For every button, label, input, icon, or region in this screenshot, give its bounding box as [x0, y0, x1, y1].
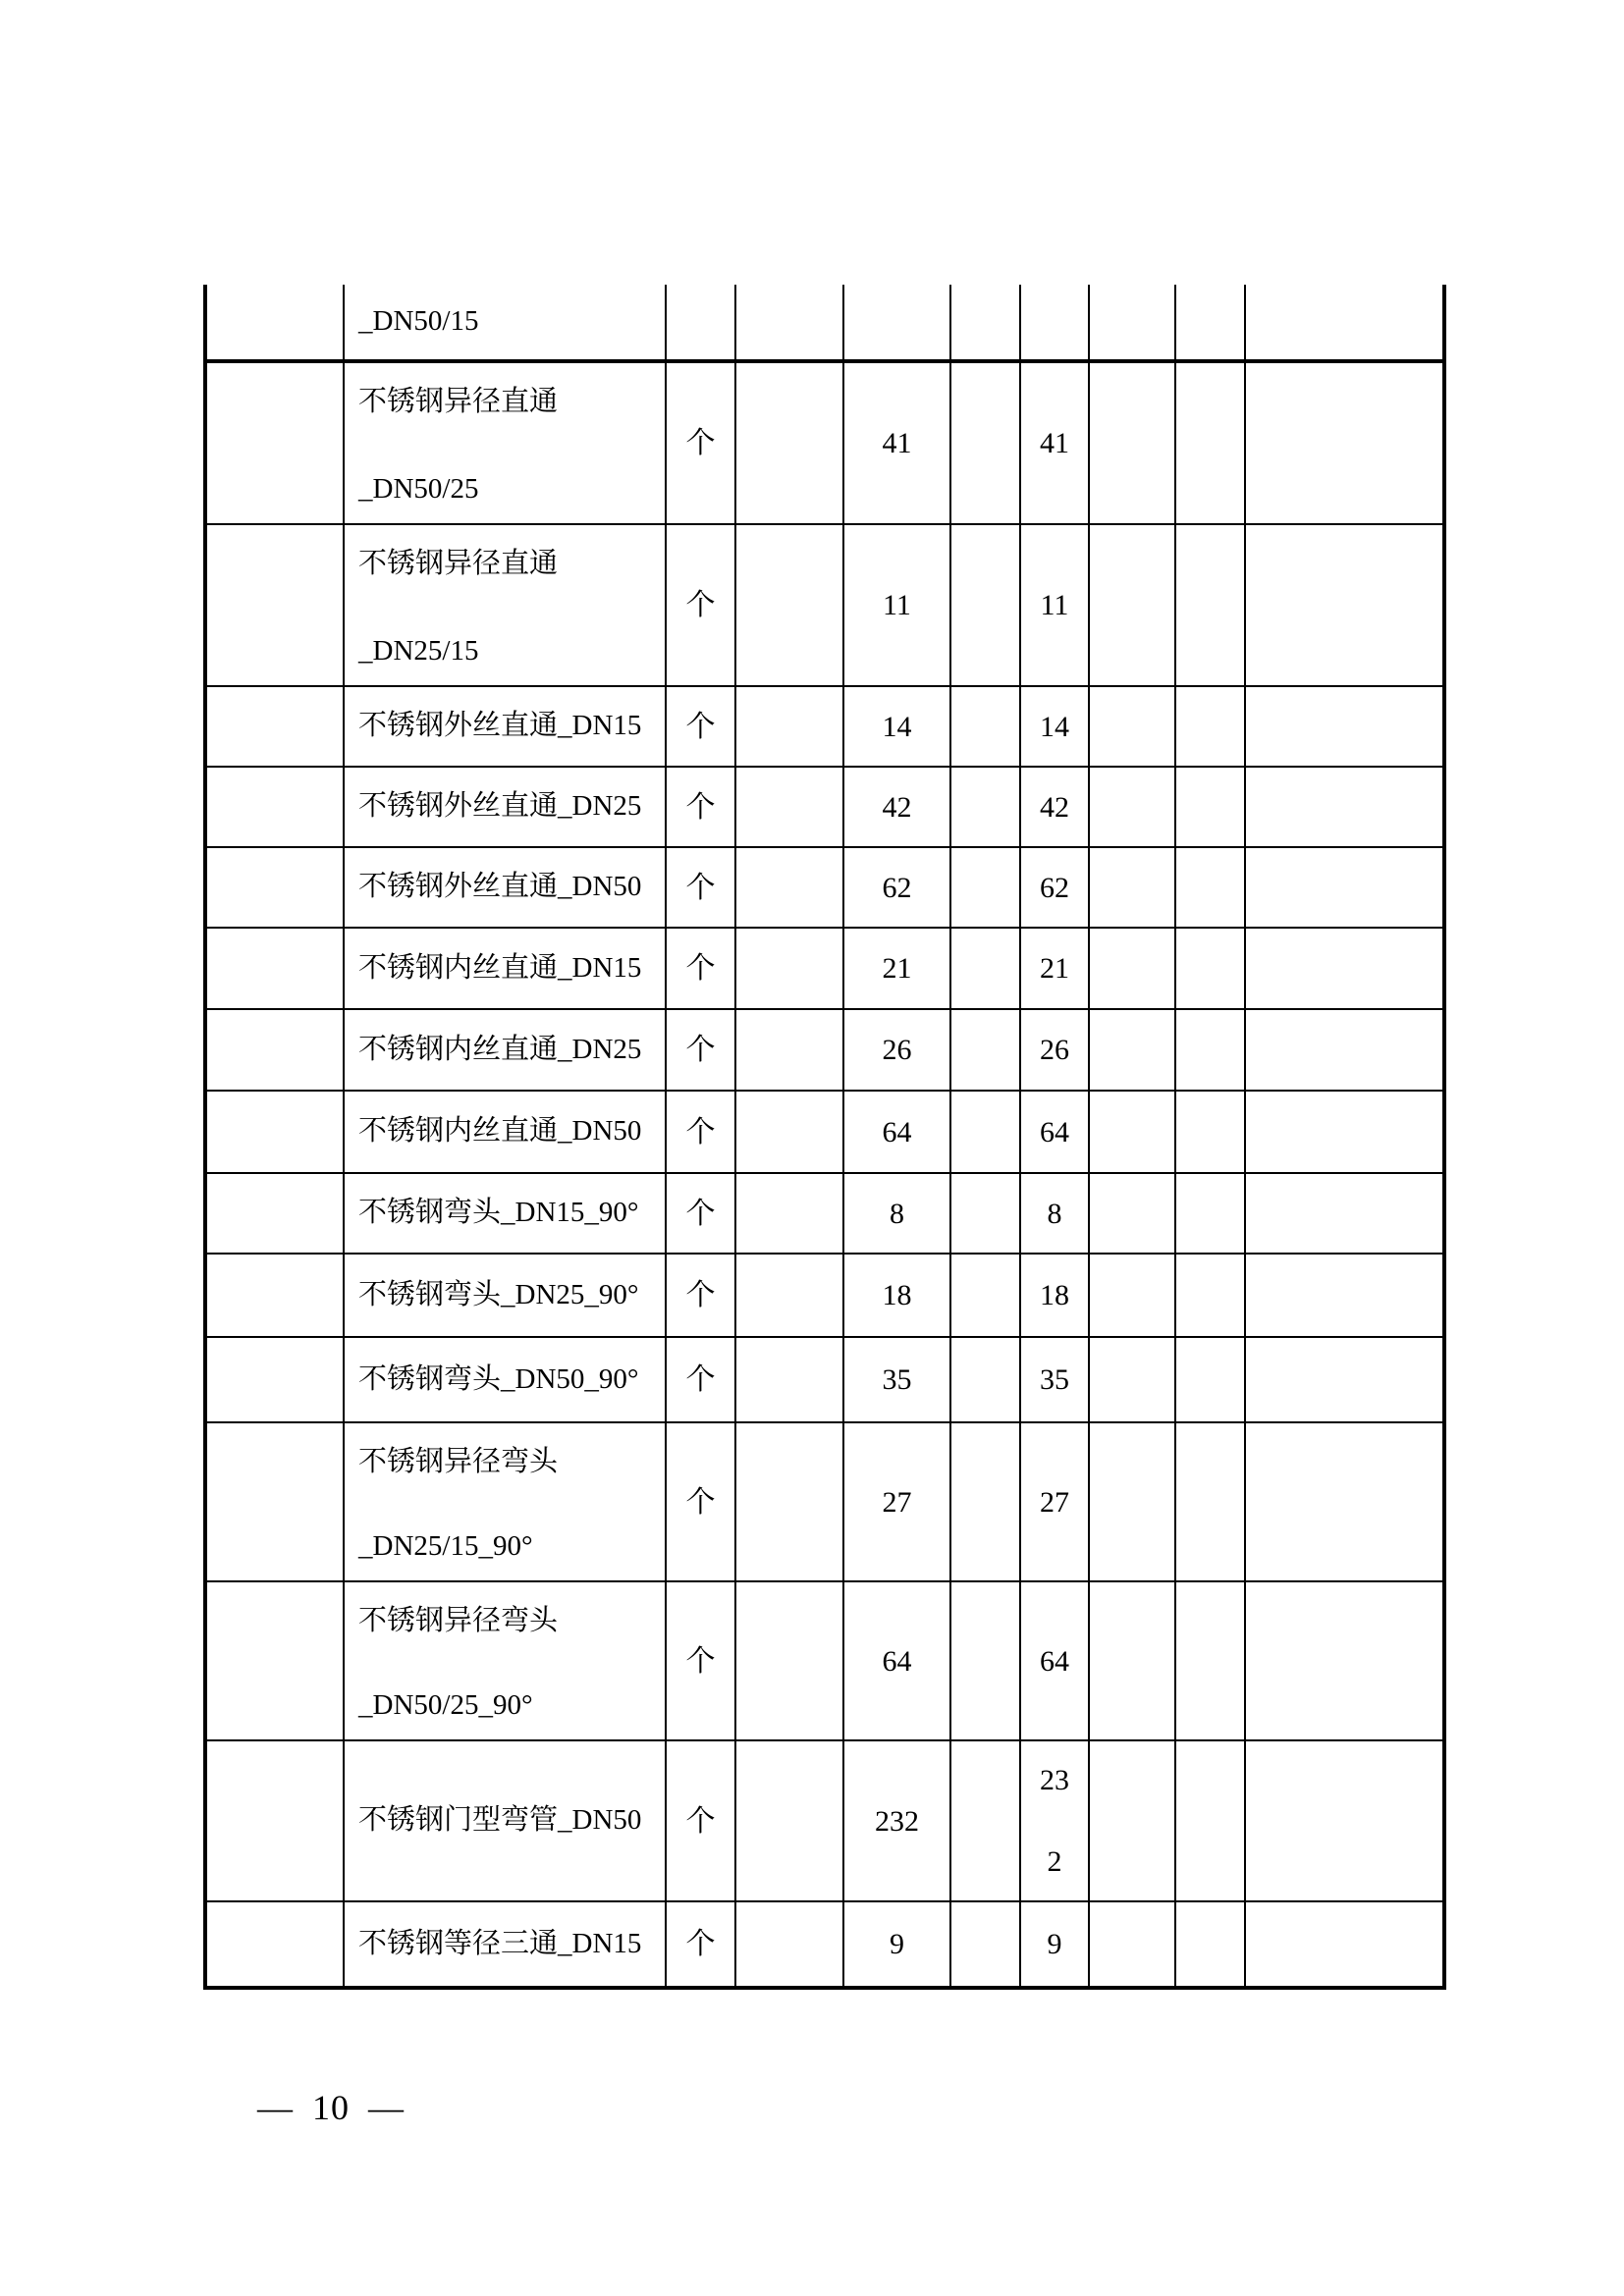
blank-cell-4	[1176, 848, 1246, 927]
quantity-cell-b	[1021, 848, 1090, 927]
unit-text: 个	[685, 1928, 716, 1960]
blank-cell-2	[951, 1010, 1021, 1090]
quantity-cell-b	[1021, 1902, 1090, 1986]
blank-cell-2	[951, 687, 1021, 766]
unit-cell	[667, 848, 736, 927]
item-name-cell	[345, 768, 667, 846]
left-spacer-cell	[207, 1092, 345, 1172]
blank-cell-2	[951, 285, 1021, 359]
quantity-b-text: 27	[1040, 1485, 1069, 1519]
quantity-cell-b	[1021, 1092, 1090, 1172]
quantity-a-text: 41	[882, 427, 912, 459]
quantity-cell-b	[1021, 929, 1090, 1008]
blank-cell-4	[1176, 1174, 1246, 1253]
blank-cell-5	[1246, 768, 1442, 846]
unit-cell	[667, 1741, 736, 1900]
quantity-a-text: 64	[882, 1115, 912, 1148]
blank-cell-3	[1090, 525, 1176, 685]
table-row	[207, 1338, 1442, 1423]
blank-cell-5	[1246, 285, 1442, 359]
quantity-a-text: 62	[882, 871, 912, 904]
item-name-text: _DN25/15_90°	[358, 1530, 533, 1563]
left-spacer-cell	[207, 1582, 345, 1739]
quantity-cell-a	[844, 1255, 951, 1336]
quantity-cell-b	[1021, 1174, 1090, 1253]
item-name-cell	[345, 1092, 667, 1172]
quantity-cell-b	[1021, 687, 1090, 766]
quantity-b-text: 62	[1040, 871, 1069, 904]
table-row	[207, 1582, 1442, 1741]
quantity-a-text: 18	[882, 1279, 912, 1311]
blank-cell-3	[1090, 363, 1176, 523]
quantity-cell-a	[844, 1010, 951, 1090]
table-row	[207, 1902, 1442, 1986]
item-name-text: _DN50/15	[358, 305, 479, 338]
item-name-text: 不锈钢异径直通	[358, 548, 559, 579]
item-name-text: 不锈钢外丝直通_DN25	[358, 790, 642, 823]
item-name-text: 不锈钢弯头_DN50_90°	[358, 1362, 639, 1395]
table-row	[207, 929, 1442, 1010]
item-name-text: 不锈钢外丝直通_DN15	[358, 710, 642, 742]
unit-cell	[667, 1423, 736, 1580]
quantity-cell-b	[1021, 285, 1090, 359]
blank-cell-4	[1176, 1902, 1246, 1986]
blank-cell-4	[1176, 363, 1246, 523]
blank-cell-4	[1176, 525, 1246, 685]
page-number: — 10 —	[257, 2088, 405, 2127]
quantity-b-text: 8	[1047, 1197, 1062, 1230]
quantity-cell-a	[844, 1338, 951, 1421]
blank-cell-1	[736, 929, 844, 1008]
blank-cell-3	[1090, 768, 1176, 846]
unit-cell	[667, 1338, 736, 1421]
quantity-b-text: 26	[1040, 1034, 1069, 1066]
left-spacer-cell	[207, 525, 345, 685]
item-name-cell	[345, 363, 667, 523]
blank-cell-5	[1246, 1902, 1442, 1986]
item-name-cell	[345, 1338, 667, 1421]
item-name-text: 不锈钢门型弯管_DN50	[358, 1804, 642, 1837]
item-name-text: 不锈钢异径弯头	[358, 1605, 559, 1636]
blank-cell-5	[1246, 1255, 1442, 1336]
blank-cell-2	[951, 1741, 1021, 1900]
quantity-a-text: 27	[882, 1485, 912, 1519]
table-row	[207, 1255, 1442, 1338]
table-row	[207, 687, 1442, 768]
quantity-cell-a	[844, 848, 951, 927]
quantity-b-text: 18	[1040, 1279, 1069, 1311]
unit-cell	[667, 285, 736, 359]
unit-text: 个	[685, 1485, 716, 1519]
blank-cell-4	[1176, 1010, 1246, 1090]
quantity-cell-a	[844, 1092, 951, 1172]
left-spacer-cell	[207, 929, 345, 1008]
quantity-b-text: 11	[1040, 589, 1069, 621]
table-row	[207, 1092, 1442, 1174]
blank-cell-1	[736, 1902, 844, 1986]
blank-cell-5	[1246, 1741, 1442, 1900]
table-row	[207, 848, 1442, 929]
unit-cell	[667, 1255, 736, 1336]
blank-cell-4	[1176, 929, 1246, 1008]
quantity-b-text: 42	[1040, 790, 1069, 824]
quantity-cell-a	[844, 525, 951, 685]
table-row	[207, 1741, 1442, 1902]
blank-cell-5	[1246, 687, 1442, 766]
blank-cell-4	[1176, 1423, 1246, 1580]
blank-cell-3	[1090, 1741, 1176, 1900]
blank-cell-1	[736, 1741, 844, 1900]
quantity-cell-a	[844, 1423, 951, 1580]
blank-cell-4	[1176, 1092, 1246, 1172]
blank-cell-5	[1246, 929, 1442, 1008]
unit-cell	[667, 525, 736, 685]
quantity-cell-b	[1021, 363, 1090, 523]
table-row	[207, 768, 1442, 848]
quantity-a-text: 64	[882, 1644, 912, 1678]
left-spacer-cell	[207, 1174, 345, 1253]
blank-cell-3	[1090, 1338, 1176, 1421]
blank-cell-3	[1090, 929, 1176, 1008]
blank-cell-5	[1246, 1174, 1442, 1253]
item-name-text: 不锈钢等径三通_DN15	[358, 1927, 642, 1959]
quantity-cell-b	[1021, 1010, 1090, 1090]
blank-cell-2	[951, 1255, 1021, 1336]
left-spacer-cell	[207, 768, 345, 846]
left-spacer-cell	[207, 1255, 345, 1336]
unit-text: 个	[685, 1644, 716, 1678]
quantity-a-text: 35	[882, 1363, 912, 1396]
unit-cell	[667, 1174, 736, 1253]
blank-cell-1	[736, 1338, 844, 1421]
quantity-cell-a	[844, 1174, 951, 1253]
item-name-text: 不锈钢外丝直通_DN50	[358, 871, 642, 903]
item-name-cell	[345, 525, 667, 685]
blank-cell-5	[1246, 1582, 1442, 1739]
left-spacer-cell	[207, 1902, 345, 1986]
blank-cell-1	[736, 848, 844, 927]
item-name-cell	[345, 1255, 667, 1336]
item-name-cell	[345, 1010, 667, 1090]
item-name-cell	[345, 1423, 667, 1580]
quantity-cell-b	[1021, 1423, 1090, 1580]
item-name-cell	[345, 1582, 667, 1739]
left-spacer-cell	[207, 687, 345, 766]
blank-cell-5	[1246, 1338, 1442, 1421]
item-name-cell	[345, 1902, 667, 1986]
blank-cell-3	[1090, 1092, 1176, 1172]
blank-cell-3	[1090, 1255, 1176, 1336]
blank-cell-4	[1176, 768, 1246, 846]
table-row	[207, 1423, 1442, 1582]
blank-cell-3	[1090, 1010, 1176, 1090]
blank-cell-1	[736, 1174, 844, 1253]
blank-cell-2	[951, 1092, 1021, 1172]
quantity-a-text: 11	[883, 589, 911, 621]
quantity-b-text: 64	[1040, 1115, 1069, 1148]
blank-cell-4	[1176, 687, 1246, 766]
table-row	[207, 363, 1442, 525]
left-spacer-cell	[207, 363, 345, 523]
blank-cell-5	[1246, 1010, 1442, 1090]
items-table	[203, 285, 1446, 1990]
quantity-cell-a	[844, 929, 951, 1008]
blank-cell-2	[951, 525, 1021, 685]
blank-cell-2	[951, 1423, 1021, 1580]
blank-cell-3	[1090, 687, 1176, 766]
quantity-cell-a	[844, 285, 951, 359]
blank-cell-1	[736, 525, 844, 685]
left-spacer-cell	[207, 1423, 345, 1580]
blank-cell-1	[736, 687, 844, 766]
quantity-cell-b	[1021, 1741, 1090, 1900]
quantity-a-text: 232	[875, 1804, 919, 1838]
quantity-b-text: 64	[1040, 1644, 1069, 1678]
quantity-a-text: 8	[890, 1197, 904, 1230]
blank-cell-3	[1090, 1423, 1176, 1580]
quantity-cell-a	[844, 1582, 951, 1739]
item-name-text: 不锈钢内丝直通_DN15	[358, 951, 642, 984]
blank-cell-3	[1090, 1174, 1176, 1253]
item-name-text: 不锈钢内丝直通_DN50	[358, 1115, 642, 1148]
left-spacer-cell	[207, 1338, 345, 1421]
item-name-cell	[345, 1174, 667, 1253]
quantity-cell-b	[1021, 1338, 1090, 1421]
left-spacer-cell	[207, 1741, 345, 1900]
unit-text: 个	[685, 589, 716, 621]
blank-cell-5	[1246, 363, 1442, 523]
unit-text: 个	[685, 871, 716, 904]
unit-text: 个	[685, 1034, 716, 1066]
quantity-a-text: 42	[882, 790, 912, 824]
blank-cell-1	[736, 1255, 844, 1336]
blank-cell-3	[1090, 848, 1176, 927]
blank-cell-1	[736, 1423, 844, 1580]
blank-cell-2	[951, 929, 1021, 1008]
quantity-b-text: 9	[1047, 1928, 1062, 1960]
quantity-cell-a	[844, 687, 951, 766]
quantity-cell-b	[1021, 768, 1090, 846]
quantity-cell-a	[844, 768, 951, 846]
unit-text: 个	[685, 1279, 716, 1311]
blank-cell-2	[951, 363, 1021, 523]
quantity-cell-b	[1021, 525, 1090, 685]
quantity-a-text: 21	[882, 952, 912, 985]
quantity-a-text: 9	[890, 1928, 904, 1960]
quantity-cell-b	[1021, 1582, 1090, 1739]
quantity-cell-b	[1021, 1255, 1090, 1336]
blank-cell-1	[736, 1010, 844, 1090]
item-name-text: 不锈钢异径弯头	[358, 1446, 559, 1477]
unit-cell	[667, 363, 736, 523]
item-name-cell	[345, 1741, 667, 1900]
table-row	[207, 1174, 1442, 1255]
blank-cell-5	[1246, 525, 1442, 685]
unit-text: 个	[685, 710, 716, 743]
blank-cell-2	[951, 1174, 1021, 1253]
unit-cell	[667, 1902, 736, 1986]
blank-cell-5	[1246, 1423, 1442, 1580]
quantity-b-text: 2	[1047, 1845, 1062, 1878]
quantity-a-text: 14	[882, 710, 912, 743]
item-name-cell	[345, 687, 667, 766]
blank-cell-1	[736, 1092, 844, 1172]
unit-cell	[667, 1582, 736, 1739]
left-spacer-cell	[207, 848, 345, 927]
unit-text: 个	[685, 1197, 716, 1230]
blank-cell-4	[1176, 1255, 1246, 1336]
quantity-b-text: 21	[1040, 952, 1069, 985]
blank-cell-2	[951, 1582, 1021, 1739]
unit-cell	[667, 687, 736, 766]
item-name-cell	[345, 285, 667, 359]
unit-text: 个	[685, 1363, 716, 1396]
item-name-text: 不锈钢弯头_DN15_90°	[358, 1197, 639, 1229]
unit-cell	[667, 1092, 736, 1172]
blank-cell-2	[951, 1902, 1021, 1986]
unit-cell	[667, 1010, 736, 1090]
table-row	[207, 1010, 1442, 1092]
blank-cell-3	[1090, 1582, 1176, 1739]
blank-cell-2	[951, 768, 1021, 846]
quantity-cell-a	[844, 363, 951, 523]
blank-cell-2	[951, 1338, 1021, 1421]
blank-cell-4	[1176, 1741, 1246, 1900]
quantity-cell-a	[844, 1741, 951, 1900]
blank-cell-2	[951, 848, 1021, 927]
item-name-text: _DN25/15	[358, 635, 479, 667]
item-name-text: _DN50/25	[358, 473, 479, 506]
blank-cell-4	[1176, 1338, 1246, 1421]
blank-cell-3	[1090, 285, 1176, 359]
quantity-b-text: 41	[1040, 427, 1069, 459]
blank-cell-4	[1176, 285, 1246, 359]
blank-cell-1	[736, 768, 844, 846]
item-name-text: 不锈钢弯头_DN25_90°	[358, 1278, 639, 1310]
table-row	[207, 285, 1442, 363]
item-name-text: 不锈钢内丝直通_DN25	[358, 1033, 642, 1065]
item-name-cell	[345, 848, 667, 927]
unit-text: 个	[685, 1804, 716, 1838]
unit-text: 个	[685, 1115, 716, 1148]
left-spacer-cell	[207, 1010, 345, 1090]
quantity-b-text: 35	[1040, 1363, 1069, 1396]
item-name-text: 不锈钢异径直通	[358, 386, 559, 417]
left-spacer-cell	[207, 285, 345, 359]
blank-cell-5	[1246, 1092, 1442, 1172]
blank-cell-1	[736, 1582, 844, 1739]
table-row	[207, 525, 1442, 687]
blank-cell-4	[1176, 1582, 1246, 1739]
quantity-b-text: 23	[1040, 1764, 1069, 1796]
unit-cell	[667, 929, 736, 1008]
quantity-cell-a	[844, 1902, 951, 1986]
item-name-cell	[345, 929, 667, 1008]
blank-cell-1	[736, 285, 844, 359]
blank-cell-5	[1246, 848, 1442, 927]
blank-cell-1	[736, 363, 844, 523]
unit-cell	[667, 768, 736, 846]
item-name-text: _DN50/25_90°	[358, 1689, 533, 1722]
blank-cell-3	[1090, 1902, 1176, 1986]
quantity-a-text: 26	[882, 1034, 912, 1066]
unit-text: 个	[685, 952, 716, 985]
unit-text: 个	[685, 427, 716, 459]
unit-text: 个	[685, 790, 716, 824]
quantity-b-text: 14	[1040, 710, 1069, 743]
